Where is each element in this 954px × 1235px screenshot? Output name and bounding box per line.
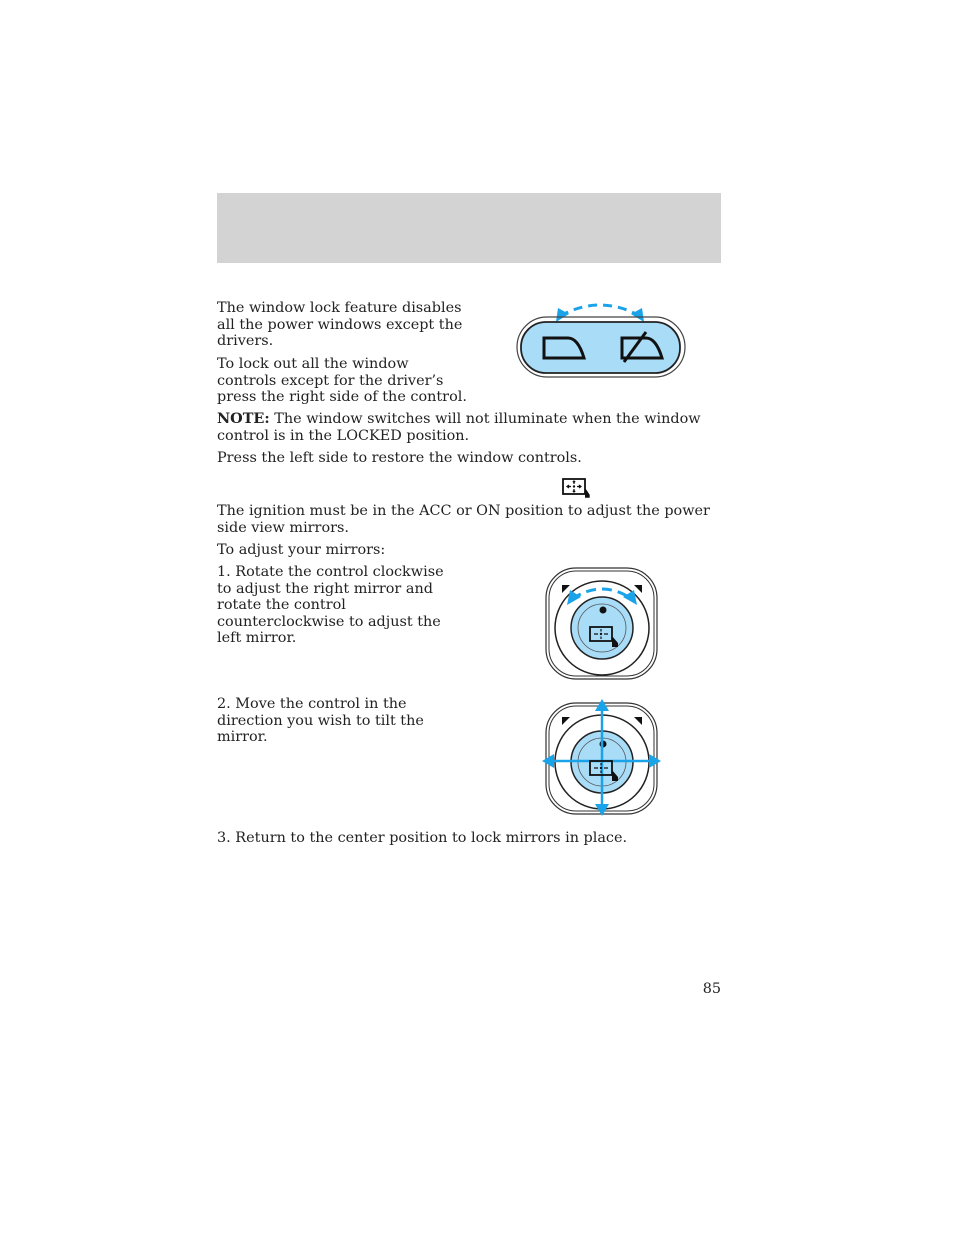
power-mirror-icon <box>561 477 591 499</box>
mirror-step-1: 1. Rotate the control clockwise to adjust the right mirror and rotate the control counterclockwise to adjust the left mirror. <box>217 564 444 646</box>
mirror-adjust-intro: To adjust your mirrors: <box>217 542 386 558</box>
window-restore-instruction: Press the left side to restore the window controls. <box>217 450 582 466</box>
window-lock-note <box>217 411 721 444</box>
window-lock-switch-figure <box>512 298 692 382</box>
window-lock-instruction: To lock out all the window controls except for the driver’s press the right side of the control. <box>217 356 467 405</box>
header-band <box>217 193 721 263</box>
mirror-rotate-figure <box>542 565 662 683</box>
window-lock-intro: The window lock feature disables all the power windows except the drivers. <box>217 300 463 349</box>
page-number: 85 <box>702 981 721 997</box>
mirror-step-3: 3. Return to the center position to lock mirrors in place. <box>217 830 628 846</box>
note-label: NOTE: <box>217 410 270 427</box>
mirror-step-2: 2. Move the control in the direction you wish to tilt the mirror. <box>217 696 424 745</box>
mirror-ignition-text: The ignition must be in the ACC or ON position to adjust the power side view mirrors. <box>217 503 710 536</box>
note-text: The window switches will not illuminate when the window control is in the LOCKED position. <box>217 411 701 444</box>
mirror-tilt-figure <box>540 697 664 819</box>
